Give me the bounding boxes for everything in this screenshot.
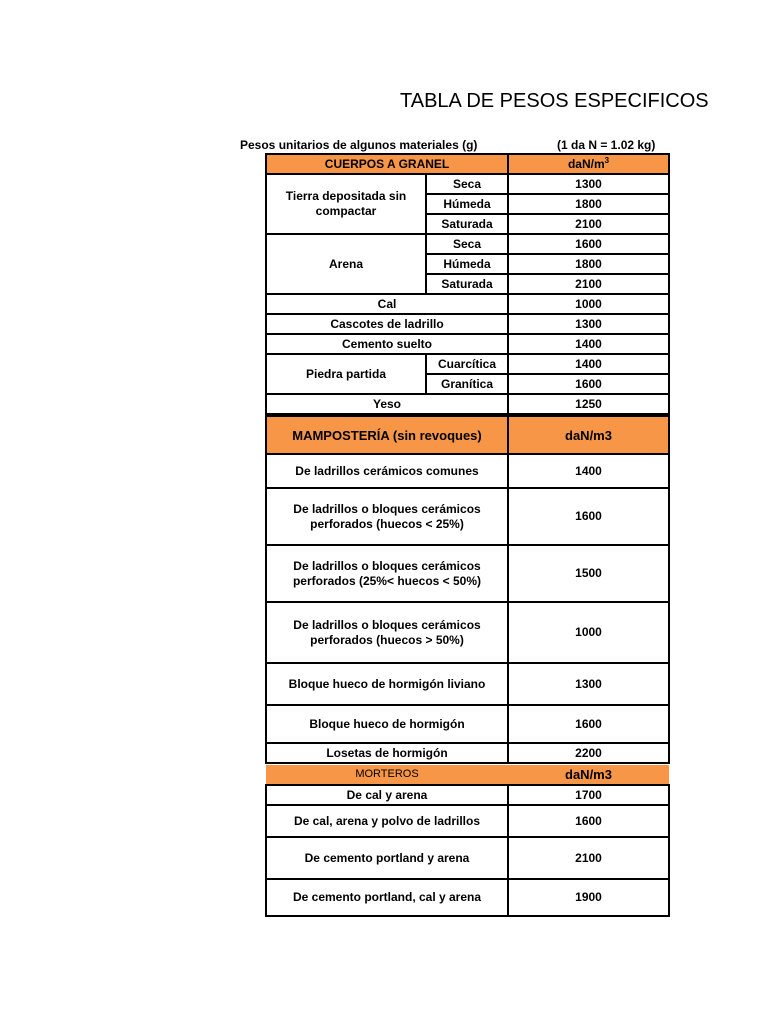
- tierra-value: 1300: [508, 174, 669, 194]
- subtitle: [240, 137, 768, 153]
- table-row: [266, 743, 669, 763]
- tierra-label: Tierra depositada sin compactar: [266, 174, 426, 234]
- tierra-sub: Saturada: [426, 214, 508, 234]
- mamposteria-header: MAMPOSTERÍA (sin revoques): [266, 416, 508, 454]
- table-row: [266, 334, 669, 354]
- mamposteria-label: De ladrillos o bloques cerámicos perforados (huecos > 50%): [266, 602, 508, 663]
- piedra-sub: Cuarcítica: [426, 354, 508, 374]
- table-row: [266, 354, 669, 374]
- tierra-value: 1800: [508, 194, 669, 214]
- tierra-sub: Húmeda: [426, 194, 508, 214]
- arena-sub: Saturada: [426, 274, 508, 294]
- table-row: [266, 705, 669, 743]
- mamposteria-value: 1500: [508, 545, 669, 602]
- granel-header: CUERPOS A GRANEL: [266, 154, 508, 174]
- piedra-value: 1600: [508, 374, 669, 394]
- arena-label: Arena: [266, 234, 426, 294]
- arena-value: 1800: [508, 254, 669, 274]
- morteros-table: [265, 765, 670, 917]
- table-row: [266, 454, 669, 488]
- arena-value: 1600: [508, 234, 669, 254]
- table-row: [266, 488, 669, 545]
- table-row: [266, 785, 669, 805]
- table-row: [266, 602, 669, 663]
- page-title: TABLA DE PESOS ESPECIFICOS: [400, 90, 709, 112]
- piedra-value: 1400: [508, 354, 669, 374]
- morteros-label: De cemento portland y arena: [266, 837, 508, 879]
- cal-label: Cal: [266, 294, 508, 314]
- morteros-value: 1900: [508, 879, 669, 916]
- table-row: [266, 154, 669, 174]
- morteros-label: De cal y arena: [266, 785, 508, 805]
- morteros-label: De cal, arena y polvo de ladrillos: [266, 805, 508, 837]
- mamposteria-value: 1000: [508, 602, 669, 663]
- cal-value: 1000: [508, 294, 669, 314]
- granel-unit: daN/$m^3$: [508, 154, 669, 174]
- mamposteria-table: [265, 415, 670, 764]
- subtitle-right: (1 da N = 1.02 kg): [557, 138, 656, 152]
- table-row: [266, 879, 669, 916]
- cemento-label: Cemento suelto: [266, 334, 508, 354]
- mamposteria-label: Bloque hueco de hormigón liviano: [266, 663, 508, 705]
- cascotes-value: 1300: [508, 314, 669, 334]
- cascotes-label: Cascotes de ladrillo: [266, 314, 508, 334]
- tierra-sub: Seca: [426, 174, 508, 194]
- table-row: [266, 805, 669, 837]
- morteros-value: 2100: [508, 837, 669, 879]
- table-row: [266, 765, 669, 785]
- mamposteria-label: Bloque hueco de hormigón: [266, 705, 508, 743]
- mamposteria-value: 1300: [508, 663, 669, 705]
- table-row: [266, 174, 669, 194]
- morteros-label: De cemento portland, cal y arena: [266, 879, 508, 916]
- table-row: [266, 314, 669, 334]
- table-row: [266, 545, 669, 602]
- table-row: [266, 416, 669, 454]
- arena-sub: Seca: [426, 234, 508, 254]
- tierra-value: 2100: [508, 214, 669, 234]
- mamposteria-label: Losetas de hormigón: [266, 743, 508, 763]
- subtitle-left: Pesos unitarios de algunos materiales (g): [240, 138, 478, 152]
- piedra-sub: Granítica: [426, 374, 508, 394]
- morteros-unit: daN/m3: [508, 765, 669, 785]
- mamposteria-value: 2200: [508, 743, 669, 763]
- table-row: [266, 837, 669, 879]
- mamposteria-unit: daN/m3: [508, 416, 669, 454]
- mamposteria-label: De ladrillos o bloques cerámicos perforados (huecos < 25%): [266, 488, 508, 545]
- mamposteria-label: De ladrillos cerámicos comunes: [266, 454, 508, 488]
- morteros-value: 1700: [508, 785, 669, 805]
- mamposteria-label: De ladrillos o bloques cerámicos perforados (25%< huecos < 50%): [266, 545, 508, 602]
- mamposteria-value: 1600: [508, 705, 669, 743]
- cemento-value: 1400: [508, 334, 669, 354]
- table-row: [266, 234, 669, 254]
- morteros-value: 1600: [508, 805, 669, 837]
- yeso-value: 1250: [508, 394, 669, 414]
- mamposteria-value: 1600: [508, 488, 669, 545]
- yeso-label: Yeso: [266, 394, 508, 414]
- arena-sub: Húmeda: [426, 254, 508, 274]
- arena-value: 2100: [508, 274, 669, 294]
- mamposteria-value: 1400: [508, 454, 669, 488]
- piedra-label: Piedra partida: [266, 354, 426, 394]
- table-row: [266, 294, 669, 314]
- table-row: [266, 663, 669, 705]
- table-row: [266, 394, 669, 414]
- granel-table: [265, 153, 670, 415]
- morteros-header: MORTEROS: [266, 765, 508, 785]
